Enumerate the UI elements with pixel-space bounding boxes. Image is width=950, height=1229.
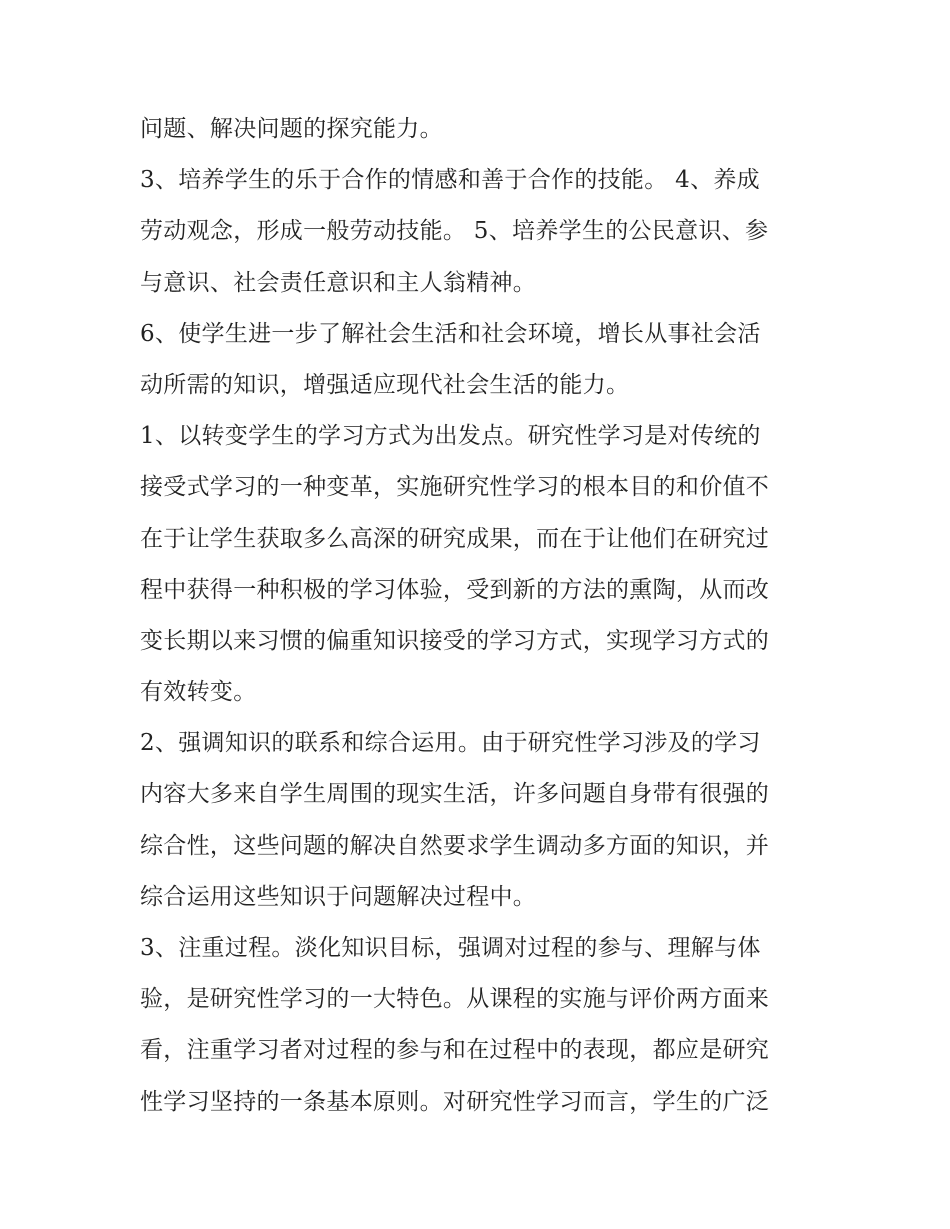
text-line: 变长期以来习惯的偏重知识接受的学习方式，实现学习方式的 bbox=[140, 627, 770, 654]
paragraph-goal-6 bbox=[140, 309, 820, 411]
text-line: 在于让学生获取多么高深的研究成果，而在于让他们在研究过 bbox=[140, 525, 770, 552]
text-line: 与意识、社会责任意识和主人翁精神。 bbox=[140, 269, 537, 296]
text-line: 动所需的知识，增强适应现代社会生活的能力。 bbox=[140, 371, 630, 398]
document-body bbox=[140, 104, 820, 1128]
text-line: 性学习坚持的一条基本原则。对研究性学习而言，学生的广泛 bbox=[140, 1088, 770, 1115]
text-line: 2、强调知识的联系和综合运用。由于研究性学习涉及的学习 bbox=[140, 730, 761, 757]
text-line: 3、培养学生的乐于合作的情感和善于合作的技能。 4、养成 bbox=[140, 167, 760, 194]
text-line: 程中获得一种积极的学习体验，受到新的方法的熏陶，从而改 bbox=[140, 576, 770, 603]
text-line: 接受式学习的一种变革，实施研究性学习的根本目的和价值不 bbox=[140, 474, 770, 501]
paragraph-feature-1 bbox=[140, 411, 820, 718]
text-line: 问题、解决问题的探究能力。 bbox=[140, 116, 443, 142]
text-line: 看，注重学习者对过程的参与和在过程中的表现，都应是研究 bbox=[140, 1037, 770, 1064]
text-line: 内容大多来自学生周围的现实生活，许多问题自身带有很强的 bbox=[140, 781, 770, 808]
text-line: 3、注重过程。淡化知识目标，强调对过程的参与、理解与体 bbox=[140, 935, 761, 961]
text-line: 劳动观念，形成一般劳动技能。 5、培养学生的公民意识、参 bbox=[140, 218, 769, 245]
text-line: 6、使学生进一步了解社会生活和社会环境，增长从事社会活 bbox=[140, 320, 761, 347]
paragraph-goals-3-4-5 bbox=[140, 155, 820, 309]
paragraph-feature-2 bbox=[140, 718, 820, 923]
paragraph-feature-3 bbox=[140, 923, 820, 1128]
text-line: 有效转变。 bbox=[140, 679, 257, 706]
text-line: 综合性，这些问题的解决自然要求学生调动多方面的知识，并 bbox=[140, 832, 770, 859]
text-line: 验，是研究性学习的一大特色。从课程的实施与评价两方面来 bbox=[140, 986, 770, 1013]
text-line: 综合运用这些知识于问题解决过程中。 bbox=[140, 883, 537, 910]
paragraph-ability bbox=[140, 104, 820, 155]
text-line: 1、以转变学生的学习方式为出发点。研究性学习是对传统的 bbox=[140, 423, 761, 450]
